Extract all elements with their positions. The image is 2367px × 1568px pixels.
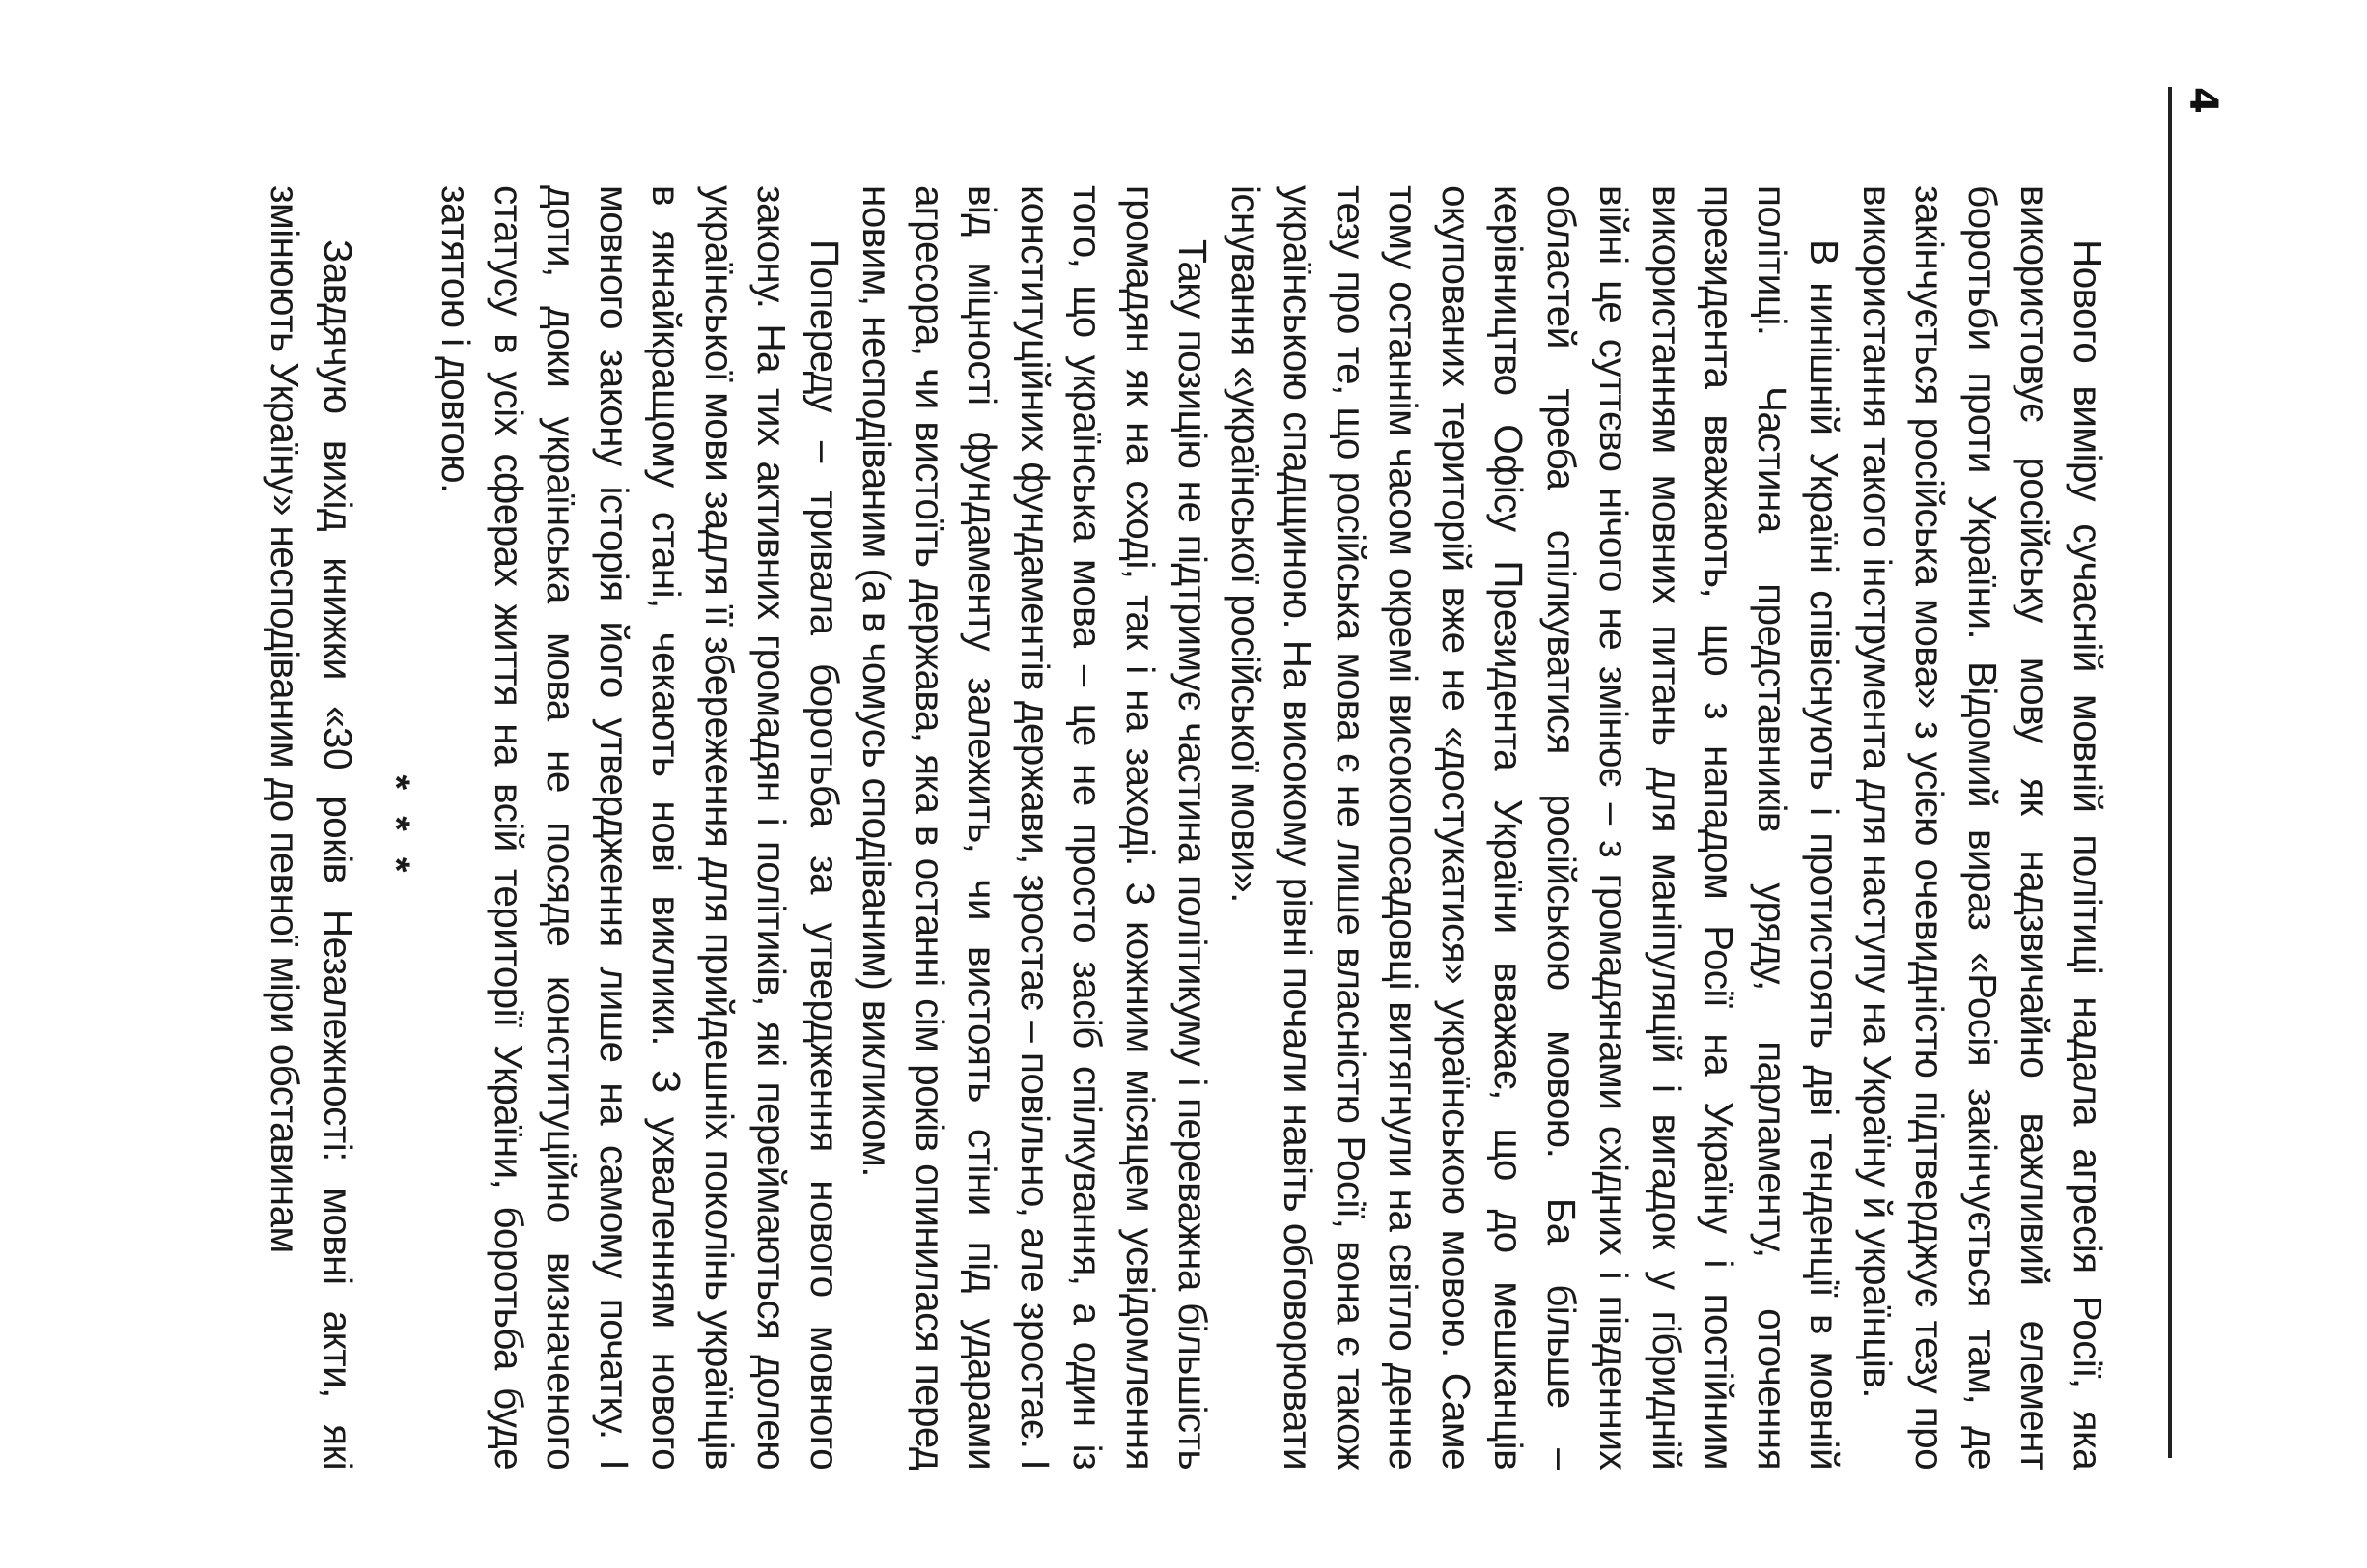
- page-header: [2181, 87, 2225, 1458]
- section-separator: * * *: [375, 774, 417, 881]
- paragraph-5: Завдячую вихід книжки «30 років Незалежності: мовні акти, які змінюють Україну» несподіваним до певної міри обставинам: [263, 185, 360, 1470]
- page-number: 4: [2181, 87, 2225, 114]
- paragraph-4: Попереду – тривала боротьба за утвердження нового мовного закону. На тих активних громадян і політиків, які переймаються долею української мови задля її збереження для прийдешніх поколінь українців в якнайкращому стані, чекають нові виклики. З ухваленням нового мовного закону історія його утвердження лише на самому початку. І доти, доки українська мова не посяде конституційно визначеного статусу в усіх сферах життя на всій території України, боротьба буде затятою і довгою.: [434, 185, 847, 1470]
- page-body: [47, 185, 2114, 1470]
- paragraph-2: В нинішній Україні співіснують і протистоять дві тенденції в мовній політиці. Частина представників уряду, парламенту, оточення президента вважають, що з нападом Росії на Україну і постійним використанням мовних питань для маніпуляцій і вигадок у гібридній війні це суттєво нічого не змінює – з громадянами східних і південних областей треба спілкуватися російською мовою. Ба більше – керівництво Офісу Президента України вважає, що до мешканців окупованих територій вже не «достукатися» українською мовою. Саме тому останнім часом окремі високопосадовці витягнули на світло денне тезу про те, що російська мова є не лише власністю Росії, вона є також українською спадщиною. На високому рівні почали навіть обговорювати існування «української російської мови».: [1224, 185, 1847, 1470]
- paragraph-3: Таку позицію не підтримує частина політикуму і переважна більшість громадян як на сході, так і на заході. З кожним місяцем усвідомлення того, що українська мова – це не просто засіб спілкування, а один із конституційних фундаментів держави, зростає – повільно, але зростає. І від міцності фундаменту залежить, чи вистоять стіни під ударами агресора, чи вистоїть держава, яка в останні сім років опинилася перед новим, несподіваним (а в чомусь сподіваним) викликом.: [855, 185, 1216, 1470]
- paragraph-1: Нового виміру сучасній мовній політиці надала агресія Росії, яка використовує російську мову як надзвичайно важливий елемент боротьби проти України. Відомий вираз «Росія закінчується там, де закінчується російська мова» з усією очевидністю підтверджує тезу про використання такого інструмента для наступу на Україну й українців.: [1855, 185, 2110, 1470]
- header-rule: [2168, 87, 2172, 1458]
